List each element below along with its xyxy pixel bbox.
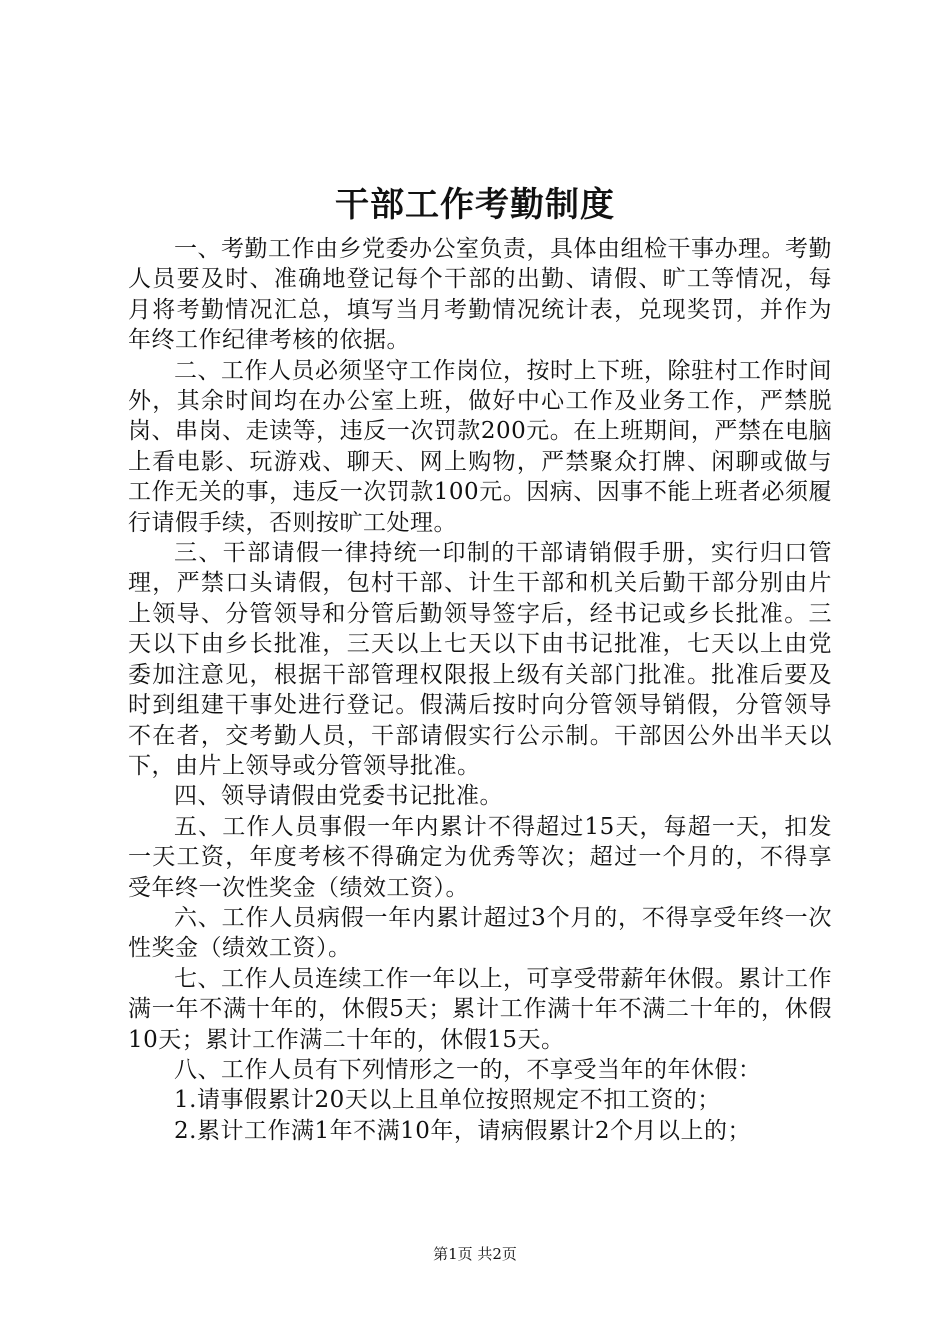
paragraph-1: 一、考勤工作由乡党委办公室负责，具体由组检干事办理。考勤人员要及时、准确地登记每个干部的出勤、请假、旷工等情况，每月将考勤情况汇总，填写当月考勤情况统计表，兑现奖罚，并作为年终工作纪律考核的依据。 [128,236,832,354]
page-footer: 第1页 共2页 [433,1245,517,1263]
document-title: 干部工作考勤制度 [335,185,615,225]
paragraph-2: 二、工作人员必须坚守工作岗位，按时上下班，除驻村工作时间外，其余时间均在办公室上班，做好中心工作及业务工作，严禁脱岗、串岗、走读等，违反一次罚款200元。在上班期间，严禁在电脑上看电影、玩游戏、聊天、网上购物，严禁聚众打牌、闲聊或做与工作无关的事，违反一次罚款100元。因病、因事不能上班者必须履行请假手续，否则按旷工处理。 [128,357,832,536]
paragraph-6: 六、工作人员病假一年内累计超过3个月的，不得享受年终一次性奖金（绩效工资）。 [128,904,832,962]
paragraph-7: 七、工作人员连续工作一年以上，可享受带薪年休假。累计工作满一年不满十年的，休假5天；累计工作满十年不满二十年的，休假10天；累计工作满二十年的，休假15天。 [128,965,832,1053]
paragraph-3: 三、干部请假一律持统一印制的干部请销假手册，实行归口管理，严禁口头请假，包村干部、计生干部和机关后勤干部分别由片上领导、分管领导和分管后勤领导签字后，经书记或乡长批准。三天以下由乡长批准，三天以上七天以下由书记批准，七天以上由党委加注意见，根据干部管理权限报上级有关部门批准。批准后要及时到组建干事处进行登记。假满后按时向分管领导销假，分管领导不在者，交考勤人员，干部请假实行公示制。干部因公外出半天以下，由片上领导或分管领导批准。 [128,540,832,779]
paragraph-4: 四、领导请假由党委书记批准。 [174,783,503,810]
list-item-2: 2.累计工作满1年不满10年，请病假累计2个月以上的； [174,1117,751,1144]
document-body [128,234,832,1146]
paragraph-8: 八、工作人员有下列情形之一的，不享受当年的年休假： [174,1056,762,1083]
list-item-1: 1.请事假累计20天以上且单位按照规定不扣工资的； [174,1087,721,1114]
paragraph-5: 五、工作人员事假一年内累计不得超过15天，每超一天，扣发一天工资，年度考核不得确定为优秀等次；超过一个月的，不得享受年终一次性奖金（绩效工资）。 [128,813,832,901]
